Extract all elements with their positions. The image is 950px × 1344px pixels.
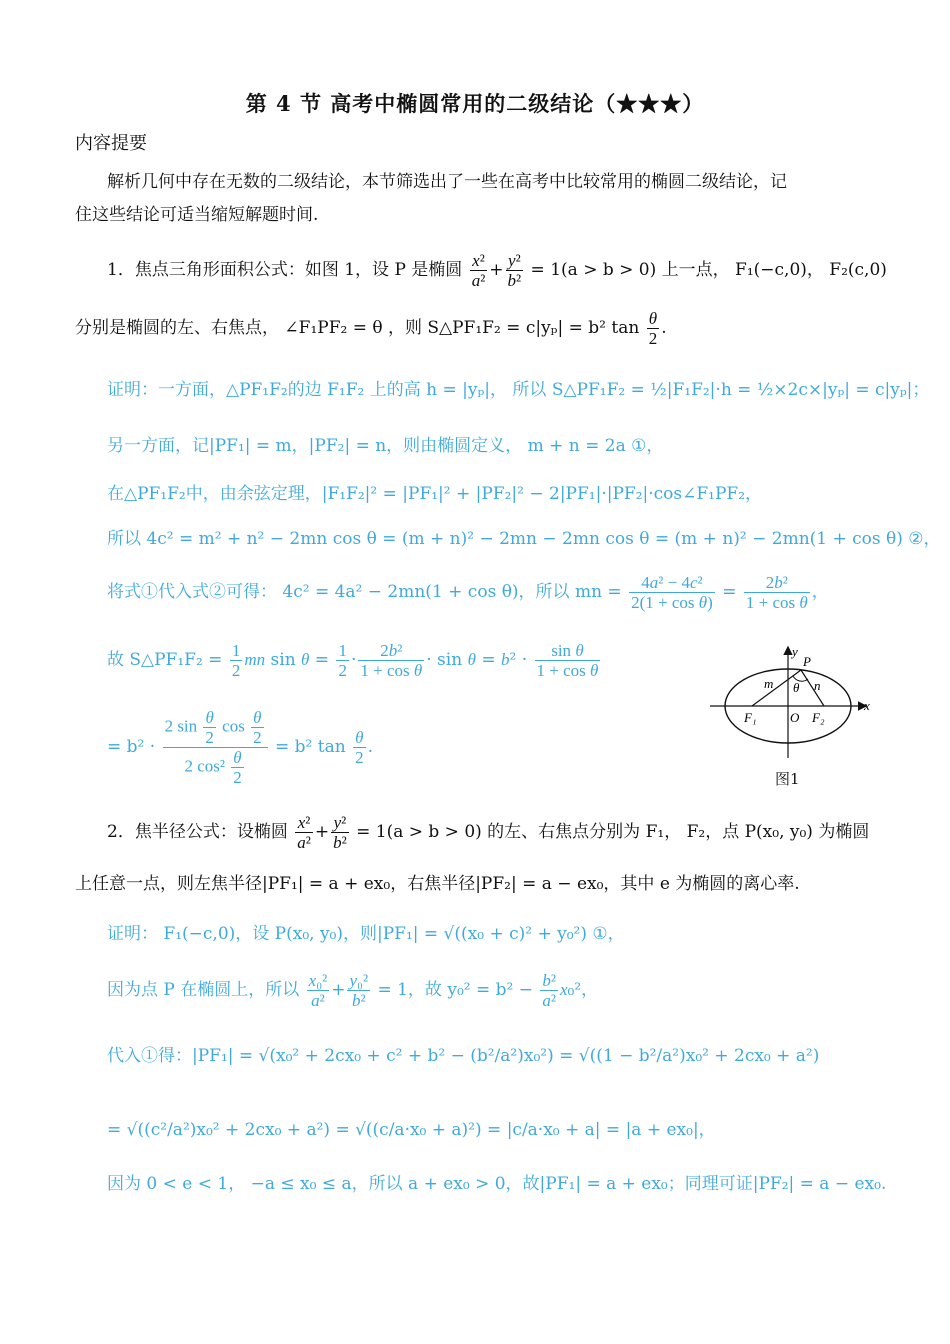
- s2-proof-2-b: = 1，故 y₀² = b² −: [372, 980, 539, 1000]
- segment-pf2: [801, 670, 824, 706]
- fraction-mn-1: $\frac{\text{4a² − 4c²}}{\text{2(1 + cos θ)}}$: [631, 573, 713, 612]
- s2-proof-4: = √((c²/a²)x₀² + 2cx₀ + a²) = √((c/a·x₀ + a)²) = |c/a·x₀ + a| = |a + ex₀|，: [107, 1120, 716, 1140]
- s1-proof-5-a: 将式①代入式②可得： 4c² = 4a² − 2mn(1 + cos θ)，所以 mn =: [107, 582, 628, 602]
- label-o: O: [790, 710, 800, 725]
- fraction-x2-a2-b: $\frac{\text{x²}}{\text{a²}}$: [297, 813, 311, 852]
- fraction-theta-2-b: $\frac{\theta}{2}$: [355, 728, 364, 767]
- s1-proof-7-a: = b² ·: [107, 737, 161, 757]
- label-y: y: [792, 644, 798, 659]
- s2-line1-b: = 1(a > b > 0) 的左、右焦点分别为 F₁， F₂，点 P(x₀, y₀) 为椭圆: [350, 822, 870, 842]
- page-title: 第 4 节 高考中椭圆常用的二级结论（★★★）: [245, 91, 705, 116]
- fraction-y2-b2-b: $\frac{\text{y²}}{\text{b²}}$: [333, 813, 347, 852]
- s2-line1: 2．焦半径公式：设椭圆 $\frac{\text{x²}}{\text{a²}}$ + $\frac{\text{y²}}{\text{b²}}$ = 1(a > b > 0) 的左、右焦点分别为 F₁， F₂，点 P(x₀, y₀) 为椭圆: [107, 813, 870, 852]
- s2-proof-1: 证明： F₁(−c,0)，设 P(x₀, y₀)，则|PF₁| = √((x₀ + c)² + y₀²) ①，: [107, 924, 625, 944]
- fraction-theta-2: $\frac{\theta}{2}$: [648, 309, 658, 348]
- s2-proof-2-a: 因为点 P 在椭圆上，所以: [107, 980, 305, 1000]
- s2-line1-a: 2．焦半径公式：设椭圆: [107, 822, 294, 842]
- s1-proof-4: 所以 4c² = m² + n² − 2mn cos θ = (m + n)² − 2mn − 2mn cos θ = (m + n)² − 2mn(1 + cos θ) ②，: [107, 529, 941, 549]
- fraction-mn-2: $\frac{\text{2b²}}{\text{1 + cos θ}}$: [745, 573, 808, 612]
- s2-proof-2: 因为点 P 在椭圆上，所以 $\frac{\text{x₀²}}{\text{a²}}$ + $\frac{\text{y₀²}}{\text{b²}}$ = 1，故 y₀² = b² − $\frac{\text{b²}}{\text{a²}}$ x₀²，: [107, 971, 599, 1010]
- label-n: n: [814, 678, 821, 693]
- s1-proof-1: 证明：一方面，△PF₁F₂的边 F₁F₂ 上的高 h = |yₚ|， 所以 S△PF₁F₂ = ½|F₁F₂|·h = ½×2c×|yₚ| = c|yₚ|；: [107, 380, 930, 400]
- s1-line1-a: 1．焦点三角形面积公式：如图 1，设 P 是椭圆: [107, 260, 468, 280]
- s1-line1-b: = 1(a > b > 0) 上一点， F₁(−c,0)， F₂(c,0): [525, 260, 887, 280]
- fraction-x0-a2: $\frac{\text{x₀²}}{\text{a²}}$: [308, 971, 328, 1010]
- label-x: x: [864, 698, 870, 713]
- s1-line2-a: 分别是椭圆的左、右焦点， ∠F₁PF₂ = θ ，则 S△PF₁F₂ = c|yₚ| = b² tan: [75, 318, 645, 338]
- s1-proof-6: 故 S△PF₁F₂ = $\frac{1}{2}$ mn sin θ = $\frac{1}{2}$ · $\frac{\text{2b²}}{\text{1 + cos θ}}$ · sin θ = b² · $\frac{\text{sin θ}}{\text{1 + cos θ}}$: [107, 641, 599, 680]
- label-f1: F₁: [744, 710, 757, 725]
- fraction-y2-b2: $\frac{\text{y²}}{\text{b²}}$: [507, 251, 522, 290]
- s1-line1: 1．焦点三角形面积公式：如图 1，设 P 是椭圆 $\frac{\text{x²}}{\text{a²}}$ + $\frac{\text{y²}}{\text{b²}}$ = 1(a > b > 0) 上一点， F₁(−c,0)， F₂(c,0): [107, 251, 887, 290]
- label-f2: F₂: [812, 710, 825, 725]
- fraction-y0-b2: $\frac{\text{y₀²}}{\text{b²}}$: [349, 971, 369, 1010]
- s2-proof-3: 代入①得：|PF₁| = √(x₀² + 2cx₀ + c² + b² − (b²/a²)x₀²) = √((1 − b²/a²)x₀² + 2cx₀ + a²): [107, 1046, 820, 1066]
- fraction-x2-a2: $\frac{\text{x²}}{\text{a²}}$: [471, 251, 486, 290]
- s1-proof-5: 将式①代入式②可得： 4c² = 4a² − 2mn(1 + cos θ)，所以 mn = $\frac{\text{4a² − 4c²}}{\text{2(1 + cos θ)}}$ = $\frac{\text{2b²}}{\text{1 + cos θ}}$ ，: [107, 573, 829, 612]
- fraction-half-2: $\frac{1}{2}$: [338, 641, 347, 680]
- label-theta: θ: [793, 680, 800, 695]
- fraction-sin-theta: $\frac{\text{sin θ}}{\text{1 + cos θ}}$: [536, 641, 599, 680]
- s2-proof-5: 因为 0 < e < 1， −a ≤ x₀ ≤ a，所以 a + ex₀ > 0，故|PF₁| = a + ex₀；同理可证|PF₂| = a − ex₀.: [107, 1174, 887, 1194]
- label-m: m: [764, 676, 774, 691]
- label-p: P: [803, 654, 811, 669]
- s2-line2: 上任意一点，则左焦半径|PF₁| = a + ex₀，右焦半径|PF₂| = a − ex₀，其中 e 为椭圆的离心率.: [75, 874, 800, 894]
- fraction-2b2: $\frac{\text{2b²}}{\text{1 + cos θ}}$: [360, 641, 423, 680]
- fraction-half-1: $\frac{1}{2}$: [231, 641, 241, 680]
- s1-proof-7: = b² · 2 sin $\frac{\theta}{2}$ cos $\frac{\theta}{2}$ 2 cos² $\frac{\theta}{2}$ = b² tan $\frac{\theta}{2}$ .: [107, 708, 373, 787]
- figure-caption: 图1: [775, 770, 800, 788]
- s1-line2: 分别是椭圆的左、右焦点， ∠F₁PF₂ = θ ，则 S△PF₁F₂ = c|yₚ| = b² tan $\frac{\theta}{2}$ .: [75, 309, 667, 348]
- s1-proof-6-a: 故 S△PF₁F₂ =: [107, 650, 228, 670]
- s1-proof-2: 另一方面，记|PF₁| = m，|PF₂| = n，则由椭圆定义， m + n = 2a ①，: [107, 436, 664, 456]
- fraction-b2-a2: $\frac{\text{b²}}{\text{a²}}$: [542, 971, 556, 1010]
- s1-proof-3: 在△PF₁F₂中，由余弦定理，|F₁F₂|² = |PF₁|² + |PF₂|² − 2|PF₁|·|PF₂|·cos∠F₁PF₂，: [107, 484, 763, 504]
- intro-text-2: 住这些结论可适当缩短解题时间.: [75, 205, 319, 225]
- intro-heading: 内容提要: [75, 133, 147, 154]
- intro-text-1: 解析几何中存在无数的二级结论，本节筛选出了一些在高考中比较常用的椭圆二级结论，记: [107, 172, 787, 192]
- ellipse-figure: [700, 640, 880, 770]
- fraction-double-angle: 2 sin $\frac{\theta}{2}$ cos $\frac{\theta}{2}$ 2 cos² $\frac{\theta}{2}$: [163, 708, 268, 787]
- s1-proof-7-b: = b² tan: [269, 737, 352, 757]
